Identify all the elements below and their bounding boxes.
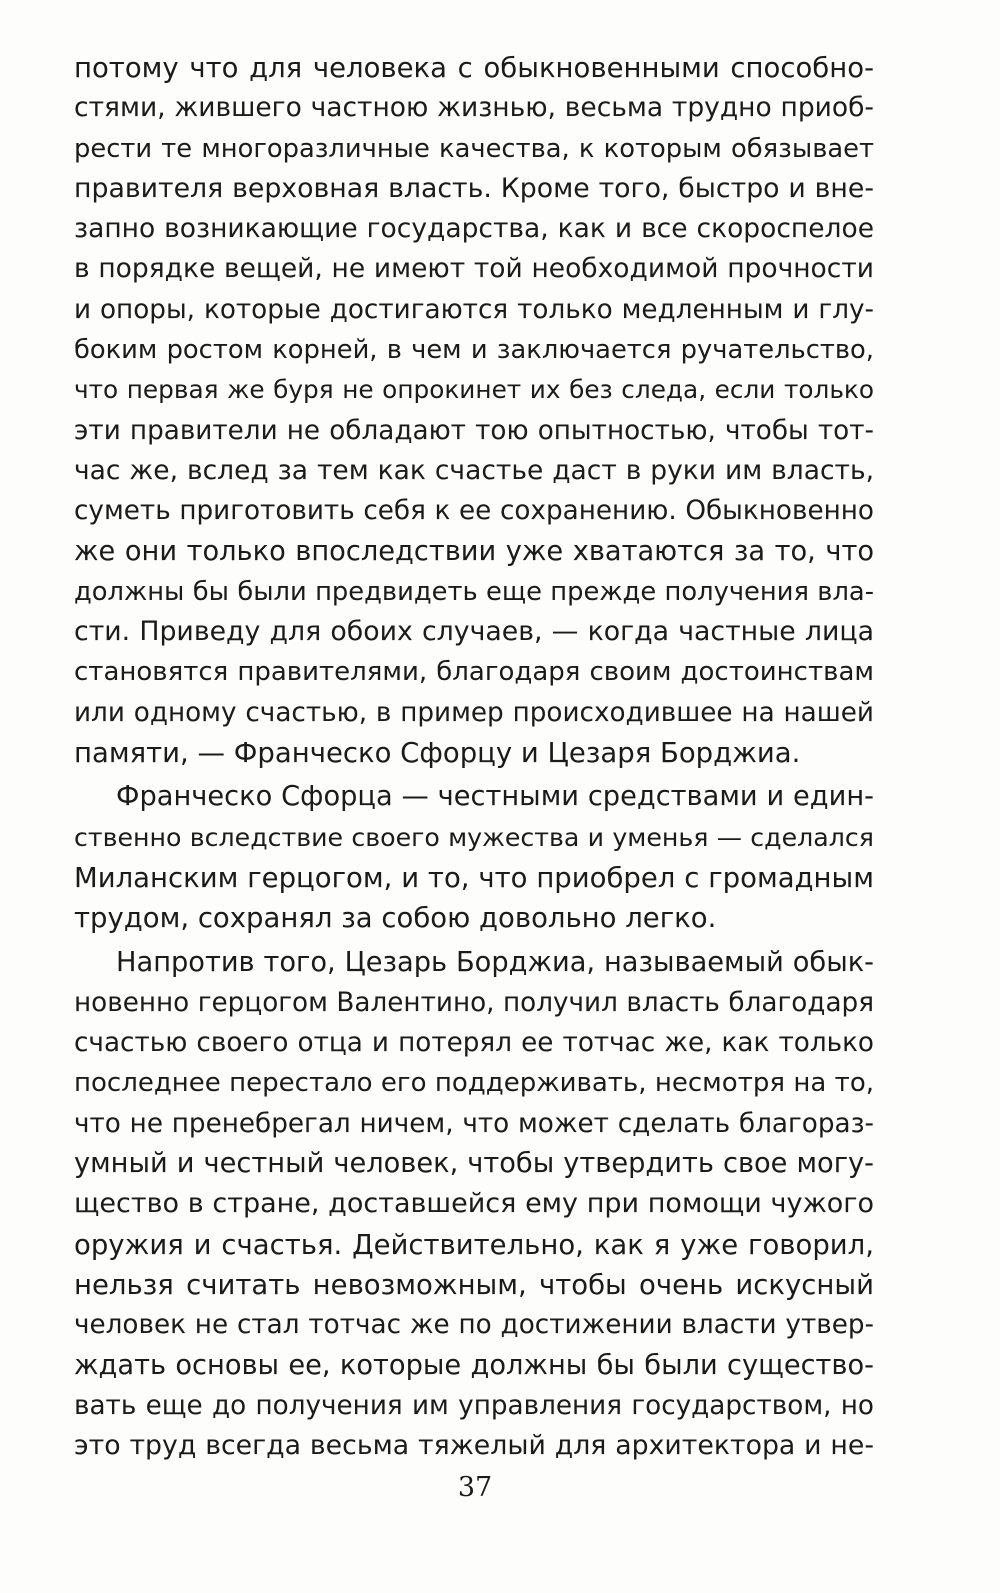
text-line: Миланским герцогом, и то, что приобрел с громадным xyxy=(74,861,874,894)
text-line: последнее перестало его поддерживать, несмотря на то, xyxy=(74,1068,874,1099)
text-line: же они только впоследствии уже хватаются за то, что xyxy=(74,535,874,567)
text-line: что первая же буря не опрокинет их без следа, если только xyxy=(74,375,874,405)
text-line: правителя верховная власть. Кроме того, быстро и вне- xyxy=(74,172,874,204)
text-line: Франческо Сфорца — честными средствами и един- xyxy=(116,781,874,813)
text-line: оружия и счастья. Действительно, как я уже говорил, xyxy=(74,1228,874,1261)
text-line: и опоры, которые достигаются только медленным и глу- xyxy=(74,294,874,325)
page-number: 37 xyxy=(457,1472,493,1503)
text-line: или одному счастью, в пример происходившее на нашей xyxy=(74,697,874,728)
text-line: эти правители не обладают тою опытностью, чтобы тот- xyxy=(74,415,874,446)
text-line: должны бы были предвидеть еще прежде получения вла- xyxy=(74,576,874,607)
paragraph-3 xyxy=(74,943,874,1467)
text-line: человек не стал тотчас же по достижении власти утвер- xyxy=(74,1310,874,1341)
text-line: суметь приготовить себя к ее сохранению. Обыкновенно xyxy=(74,496,874,527)
text-line: это труд всегда весьма тяжелый для архитектора и не- xyxy=(74,1430,874,1462)
text-line: памяти, — Франческо Сфорцу и Цезаря Борджиа. xyxy=(74,737,801,770)
paragraph-2 xyxy=(74,777,874,938)
text-line: нельзя считать невозможным, чтобы очень искусный xyxy=(74,1268,874,1301)
text-line: час же, вслед за тем как счастье даст в руки им власть, xyxy=(74,454,874,486)
text-line: запно возникающие государства, как и все скороспелое xyxy=(74,213,874,245)
body-text xyxy=(74,48,874,1466)
text-line: трудом, сохранял за собою довольно легко. xyxy=(74,902,717,935)
text-line: ждать основы ее, которые должны бы были существо- xyxy=(74,1349,874,1381)
paragraph-1 xyxy=(74,48,874,773)
text-line: рести те многоразличные качества, к которым обязывает xyxy=(74,133,874,164)
text-line: щество в стране, доставшейся ему при помощи чужого xyxy=(74,1188,874,1220)
text-line: вать еще до получения им управления государством, но xyxy=(74,1390,874,1421)
text-line: ственно вследствие своего мужества и уменья — сделался xyxy=(74,822,874,852)
text-line: боким ростом корней, в чем и заключается ручательство, xyxy=(74,335,874,366)
text-line: новенно герцогом Валентино, получил власть благодаря xyxy=(74,987,874,1018)
text-line: сти. Приведу для обоих случаев, — когда частные лица xyxy=(74,616,874,648)
text-line: стями, жившего частною жизнью, весьма трудно приоб- xyxy=(74,92,874,124)
text-line: что не пренебрегал ничем, что может сделать благораз- xyxy=(74,1108,874,1139)
text-line: умный и честный человек, чтобы утвердить свое могу- xyxy=(74,1148,874,1180)
text-line: в порядке вещей, не имеют той необходимой прочности xyxy=(74,253,874,285)
text-line: потому что для человека с обыкновенными способно- xyxy=(74,52,874,84)
text-line: счастью своего отца и потерял ее тотчас же, как только xyxy=(74,1028,874,1059)
text-line: становятся правителями, благодаря своим достоинствам xyxy=(74,657,874,688)
text-line: Напротив того, Цезарь Борджиа, называемый обык- xyxy=(116,946,874,978)
